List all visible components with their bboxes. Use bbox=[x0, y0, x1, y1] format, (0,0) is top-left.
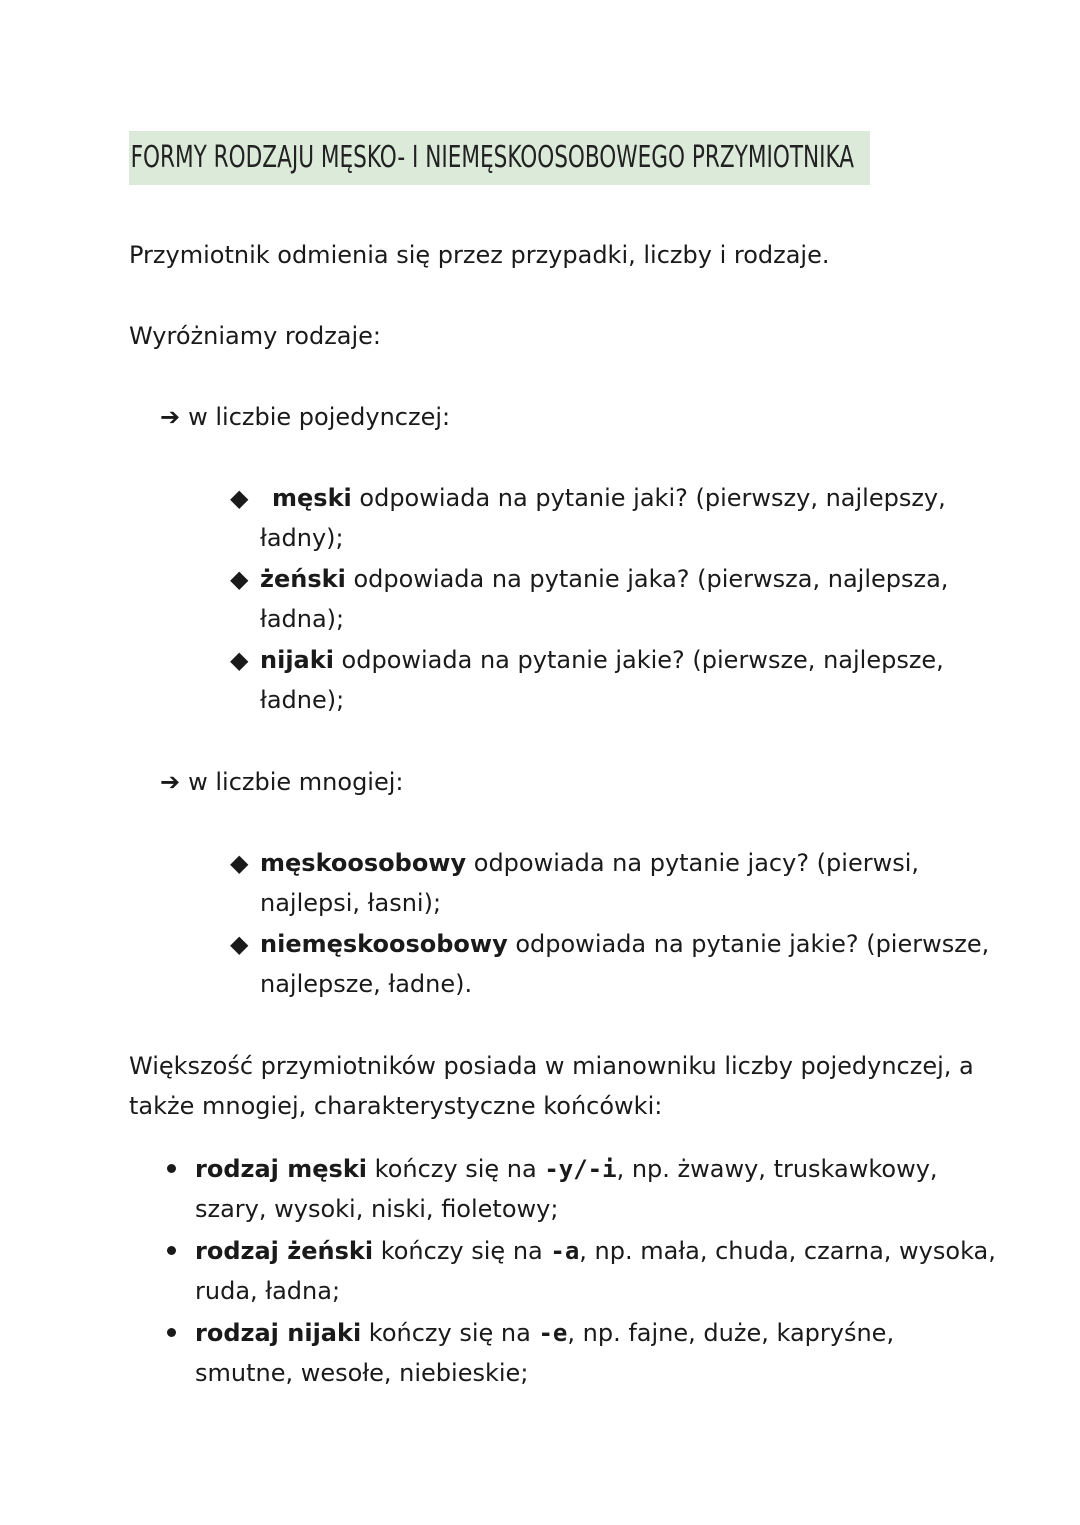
singular-heading: ➔ w liczbie pojedynczej: bbox=[160, 397, 450, 437]
list-item-continuation: ruda, ładna; bbox=[195, 1277, 341, 1305]
list-item-continuation: ładne); bbox=[260, 686, 345, 714]
bullet-dot-icon bbox=[167, 1246, 176, 1255]
list-item-continuation: najlepsze, ładne). bbox=[260, 970, 473, 998]
list-item-continuation: najlepsi, łasni); bbox=[260, 889, 442, 917]
list-item: męski odpowiada na pytanie jaki? (pierwszy, najlepszy, bbox=[272, 484, 946, 512]
bullet-dot-icon bbox=[167, 1164, 176, 1173]
list-item-continuation: smutne, wesołe, niebieskie; bbox=[195, 1359, 529, 1387]
list-item-continuation: ładny); bbox=[260, 524, 344, 552]
genders-heading: Wyróżniamy rodzaje: bbox=[129, 322, 382, 350]
list-item-continuation: ładna); bbox=[260, 605, 345, 633]
arrow-icon: ➔ bbox=[160, 768, 181, 796]
endings-paragraph-line-2: także mnogiej, charakterystyczne końcówki: bbox=[129, 1092, 663, 1120]
list-item: męskoosobowy odpowiada na pytanie jacy? (pierwsi, bbox=[260, 849, 920, 877]
plural-heading: ➔ w liczbie mnogiej: bbox=[160, 762, 404, 802]
diamond-bullet-icon: ◆ bbox=[230, 646, 249, 674]
intro-paragraph: Przymiotnik odmienia się przez przypadki, liczby i rodzaje. bbox=[129, 241, 830, 269]
diamond-bullet-icon: ◆ bbox=[230, 849, 249, 877]
list-item: żeński odpowiada na pytanie jaka? (pierwsza, najlepsza, bbox=[260, 565, 949, 593]
list-item: nijaki odpowiada na pytanie jakie? (pierwsze, najlepsze, bbox=[260, 646, 944, 674]
diamond-bullet-icon: ◆ bbox=[230, 930, 249, 958]
diamond-bullet-icon: ◆ bbox=[230, 565, 249, 593]
list-item-continuation: szary, wysoki, niski, fioletowy; bbox=[195, 1195, 559, 1223]
diamond-bullet-icon: ◆ bbox=[230, 484, 249, 512]
list-item: rodzaj męski kończy się na -y/-i, np. żwawy, truskawkowy, bbox=[195, 1155, 938, 1183]
page-title: FORMY RODZAJU MĘSKO- I NIEMĘSKOOSOBOWEGO PRZYMIOTNIKA bbox=[129, 131, 870, 185]
list-item: niemęskoosobowy odpowiada na pytanie jakie? (pierwsze, bbox=[260, 930, 990, 958]
arrow-icon: ➔ bbox=[160, 403, 181, 431]
list-item: rodzaj nijaki kończy się na -e, np. fajne, duże, kapryśne, bbox=[195, 1319, 895, 1347]
bullet-dot-icon bbox=[167, 1328, 176, 1337]
endings-paragraph-line-1: Większość przymiotników posiada w mianowniku liczby pojedynczej, a bbox=[129, 1052, 974, 1080]
list-item: rodzaj żeński kończy się na -a, np. mała, chuda, czarna, wysoka, bbox=[195, 1237, 996, 1265]
